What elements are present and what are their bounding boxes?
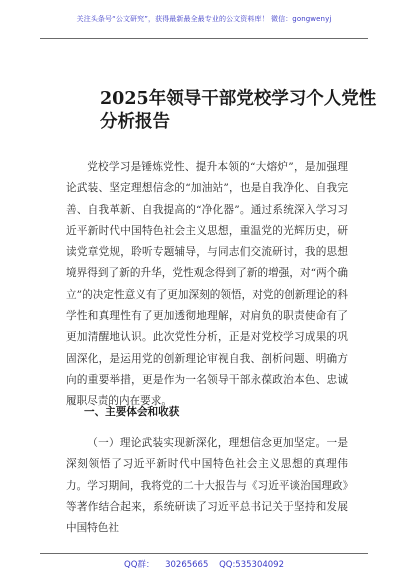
footer-divider bbox=[40, 553, 368, 554]
section-body bbox=[66, 433, 348, 539]
intro-section bbox=[66, 157, 348, 413]
header-banner: 关注头条号“公文研究”，获得最新最全最专业的公文资料库！ 微信：gongwenyj bbox=[76, 15, 332, 23]
footer-contact: QQ群： 30265665 QQ:535304092 bbox=[124, 560, 284, 570]
section-heading: 一、主要体会和收获 bbox=[84, 406, 180, 418]
intro-paragraph: 党校学习是锤炼党性、提升本领的“大熔炉”，是加强理论武装、坚定理想信念的“加油站”，也是自我净化、自我完善、自我革新、自我提高的“净化器”。通过系统深入学习习近平新时代中国特色社会主义思想，重温党的光辉历史，研读党章党规，聆听专题辅导，与同志们交流研讨，我的思想境界得到了新的升华，党性观念得到了新的增强，对“两个确立”的决定性意义有了更加深刻的领悟，对党的创新理论的科学性和真理性有了更加透彻地理解，对肩负的职责使命有了更加清醒地认识。此次党性分析，正是对党校学习成果的巩固深化，是运用党的创新理论审视自我、剖析问题、明确方向的重要举措，更是作为一名领导干部永葆政治本色、忠诚履职尽责的内在要求。 bbox=[66, 161, 348, 408]
section-paragraph: （一）理论武装实现新深化，理想信念更加坚定。一是深刻领悟了习近平新时代中国特色社会主义思想的真理伟力。学习期间，我将党的二十大报告与《习近平谈治国理政》等著作结合起来，系统研读了习近平总书记关于坚持和发展中国特色社 bbox=[66, 437, 348, 535]
document-title: 2025年领导干部党校学习个人党性分析报告 bbox=[100, 89, 377, 132]
header-divider bbox=[40, 38, 368, 39]
